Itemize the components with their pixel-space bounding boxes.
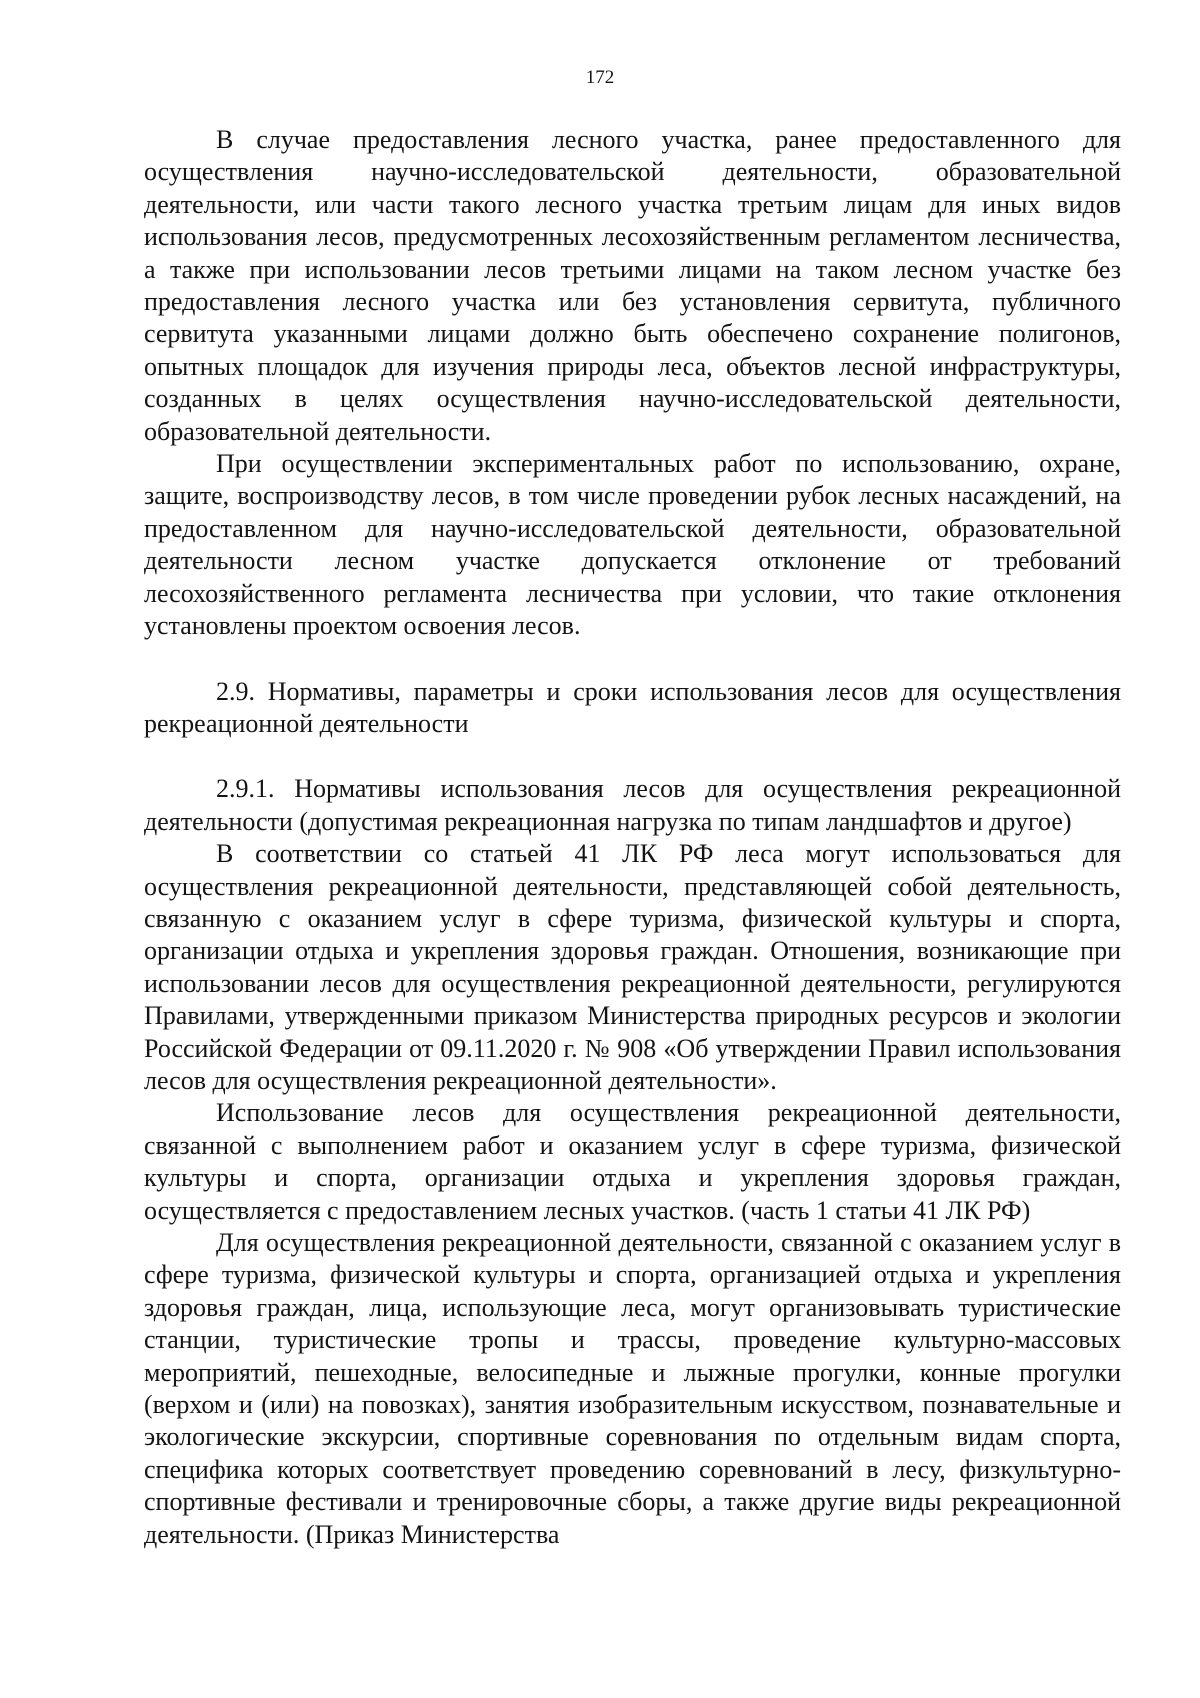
paragraph-article-41: В соответствии со статьей 41 ЛК РФ леса могут использоваться для осуществления рекреационной деятельности, представляющей собой деятельность, связанную с оказанием услуг в сфере туризма, физической культуры и спорта, организации отдыха и укрепления здоровья граждан. Отношения, возникающие при использовании лесов для осуществления рекреационной деятельности, регулируются Правилами, утвержденными приказом Министерства природных ресурсов и экологии Российской Федерации от 09.11.2020 г. № 908 «Об утверждении Правил использования лесов для осуществления рекреационной деятельности». <box>144 839 1121 1095</box>
document-body <box>144 124 1121 1551</box>
section-spacer <box>144 740 1121 773</box>
paragraph-recreational-activities: Для осуществления рекреационной деятельности, связанной с оказанием услуг в сфере туризма, физической культуры и спорта, организацией отдыха и укрепления здоровья граждан, лица, использующие леса, могут организовывать туристические станции, туристические тропы и трассы, проведение культурно-массовых мероприятий, пешеходные, велосипедные и лыжные прогулки, конные прогулки (верхом и (или) на повозках), занятия изобразительным искусством, познавательные и экологические экскурсии, спортивные соревнования по отдельным видам спорта, специфика которых соответствует проведению соревнований в лесу, физкультурно-спортивные фестивали и тренировочные сборы, а также другие виды рекреационной деятельности. (Приказ Министерства <box>144 1228 1121 1549</box>
section-heading-2-9: 2.9. Нормативы, параметры и сроки использования лесов для осуществления рекреационной деятельности <box>144 676 1121 738</box>
section-spacer <box>144 643 1121 676</box>
subsection-heading-2-9-1: 2.9.1. Нормативы использования лесов для осуществления рекреационной деятельности (допустимая рекреационная нагрузка по типам ландшафтов и другое) <box>144 774 1121 836</box>
paragraph-forest-plot-provision: В случае предоставления лесного участка, ранее предоставленного для осуществления научно-исследовательской деятельности, образовательной деятельности, или части такого лесного участка третьим лицам для иных видов использования лесов, предусмотренных лесохозяйственным регламентом лесничества, а также при использовании лесов третьими лицами на таком лесном участке без предоставления лесного участка или без установления сервитута, публичного сервитута указанными лицами должно быть обеспечено сохранение полигонов, опытных площадок для изучения природы леса, объектов лесной инфраструктуры, созданных в целях осуществления научно-исследовательской деятельности, образовательной деятельности. <box>144 125 1121 446</box>
paragraph-use-with-plots: Использование лесов для осуществления рекреационной деятельности, связанной с выполнением работ и оказанием услуг в сфере туризма, физической культуры и спорта, организации отдыха и укрепления здоровья граждан, осуществляется с предоставлением лесных участков. (часть 1 статьи 41 ЛК РФ) <box>144 1098 1121 1225</box>
paragraph-experimental-works: При осуществлении экспериментальных работ по использованию, охране, защите, воспроизводству лесов, в том числе проведении рубок лесных насаждений, на предоставленном для научно-исследовательской деятельности, образовательной деятельности лесном участке допускается отклонение от требований лесохозяйственного регламента лесничества при условии, что такие отклонения установлены проектом освоения лесов. <box>144 449 1121 641</box>
page-number: 172 <box>585 67 615 88</box>
